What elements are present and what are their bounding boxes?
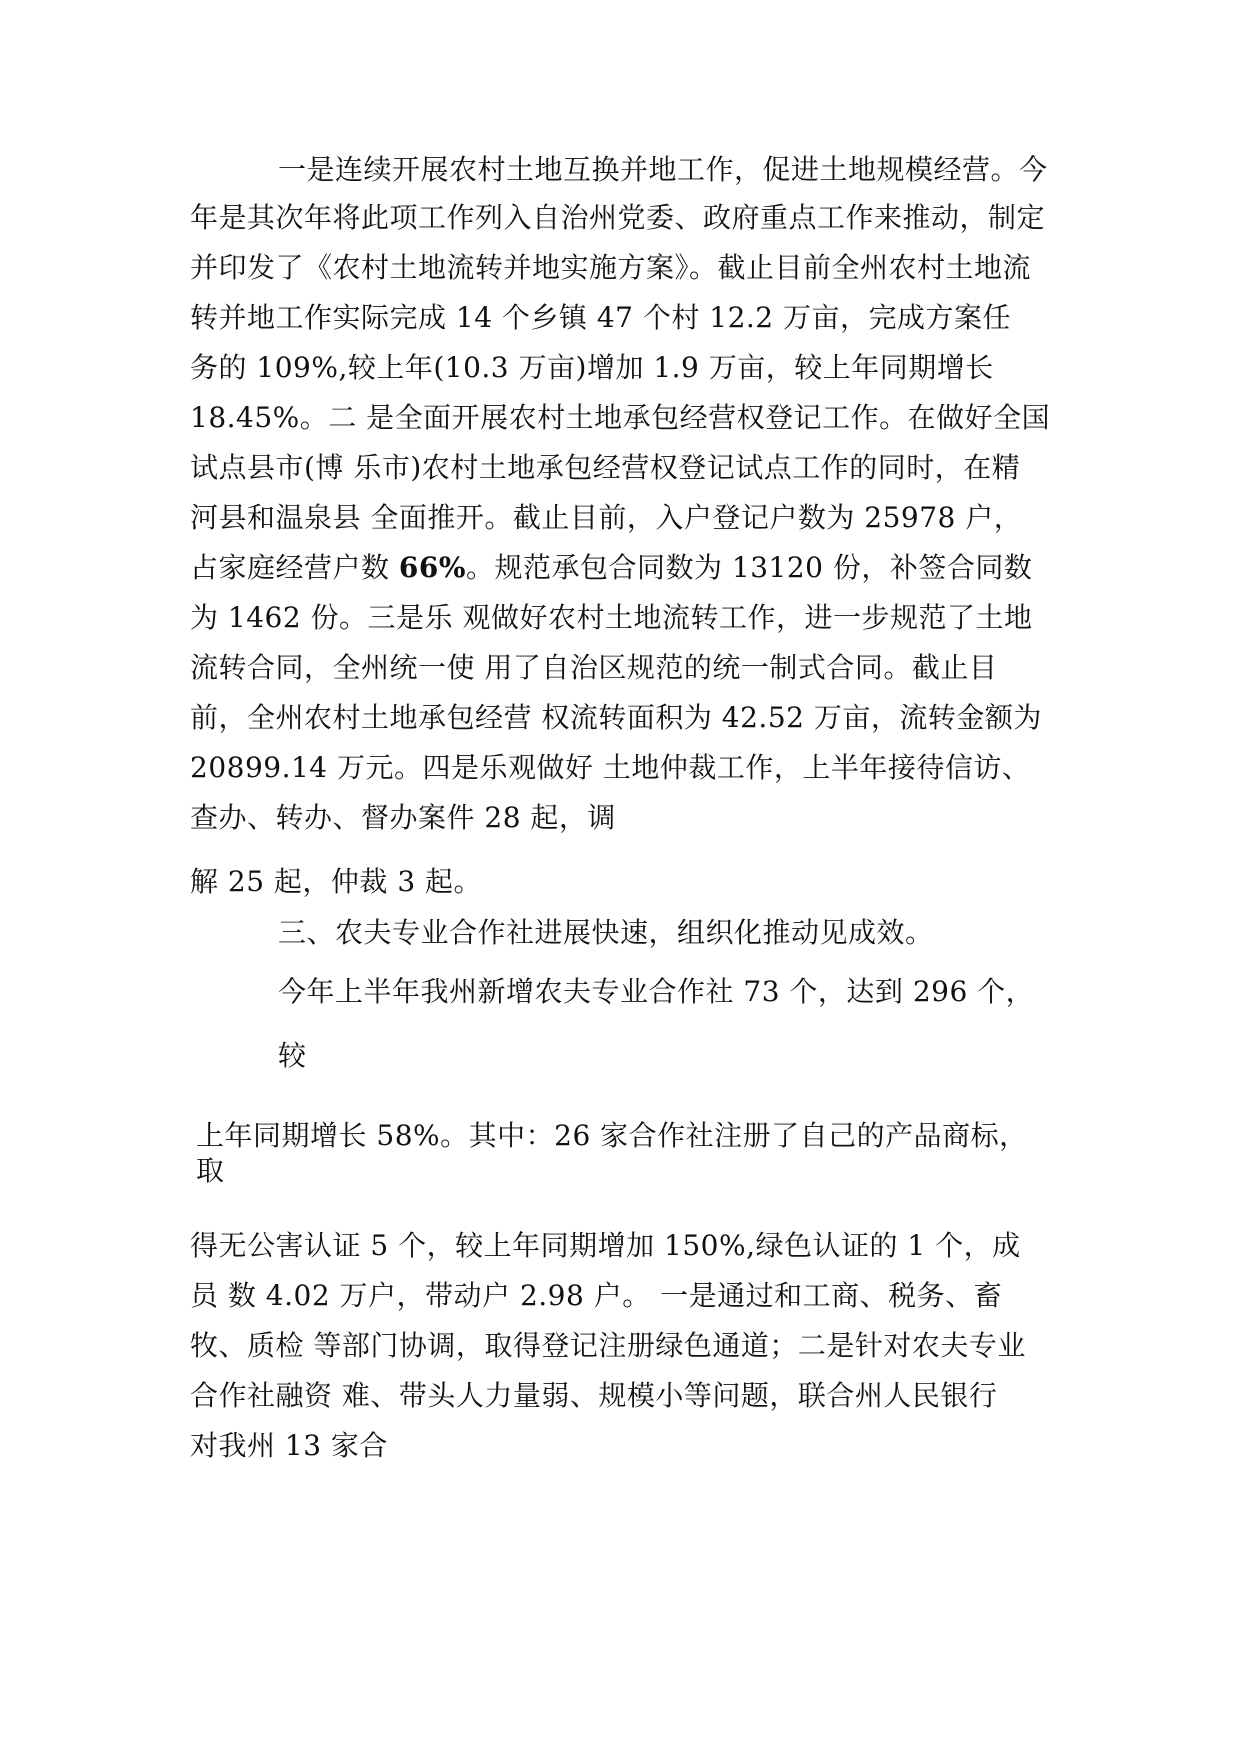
section-heading: 三、农夫专业合作社进展快速，组织化推动见成效。 [278, 916, 934, 949]
text-line: 18.45%。二 是全面开展农村土地承包经营权登记工作。在做好全国 [190, 401, 1051, 434]
text-line: 前，全州农村土地承包经营 权流转面积为 42.52 万亩，流转金额为 [190, 701, 1042, 734]
text-line: 得无公害认证 5 个，较上年同期增加 150%,绿色认证的 1 个，成 [190, 1229, 1021, 1262]
text-line: 试点县市(博 乐市)农村土地承包经营权登记试点工作的同时，在精 [190, 451, 1021, 484]
text-line: 流转合同，全州统一使 用了自治区规范的统一制式合同。截止目 [190, 651, 998, 684]
text-line: 解 25 起，仲裁 3 起。 [190, 865, 483, 898]
text-line: 并印发了《农村土地流转并地实施方案》。截止目前全州农村土地流 [190, 251, 1032, 284]
text-line: 对我州 13 家合 [190, 1429, 388, 1462]
text-line: 年是其次年将此项工作列入自治州党委、政府重点工作来推动，制定 [190, 201, 1046, 234]
text-line: 河县和温泉县 全面推开。截止目前，入户登记户数为 25978 户， [190, 501, 1023, 534]
text-line: 合作社融资 难、带头人力量弱、规模小等问题，联合州人民银行 [190, 1379, 998, 1412]
text-line: 一是连续开展农村土地互换并地工作，促进土地规模经营。今 [278, 153, 1048, 186]
text-line: 为 1462 份。三是乐 观做好农村土地流转工作，进一步规范了土地 [190, 601, 1033, 634]
text-line: 取 [196, 1154, 225, 1187]
bold-percentage: 66% [398, 551, 466, 584]
text-segment: 。规范承包合同数为 13120 份，补签合同数 [466, 551, 1033, 584]
text-line: 查办、转办、督办案件 28 起，调 [190, 801, 616, 834]
text-line-with-bold [190, 548, 1032, 588]
text-line: 转并地工作实际完成 14 个乡镇 47 个村 12.2 万亩，完成方案任 [190, 301, 1012, 334]
text-line: 20899.14 万元。四是乐观做好 土地仲裁工作，上半年接待信访、 [190, 751, 1031, 784]
text-line: 上年同期增长 58%。其中：26 家合作社注册了自己的产品商标， [196, 1119, 1028, 1152]
text-line: 员 数 4.02 万户，带动户 2.98 户。 一是通过和工商、税务、畜 [190, 1279, 1003, 1312]
text-line: 今年上半年我州新增农夫专业合作社 73 个，达到 296 个， [278, 975, 1035, 1008]
text-line: 务的 109%,较上年(10.3 万亩)增加 1.9 万亩，较上年同期增长 [190, 351, 994, 384]
text-line: 牧、质检 等部门协调，取得登记注册绿色通道；二是针对农夫专业 [190, 1329, 1026, 1362]
text-line: 较 [278, 1039, 307, 1072]
text-segment: 占家庭经营户数 [190, 551, 390, 584]
